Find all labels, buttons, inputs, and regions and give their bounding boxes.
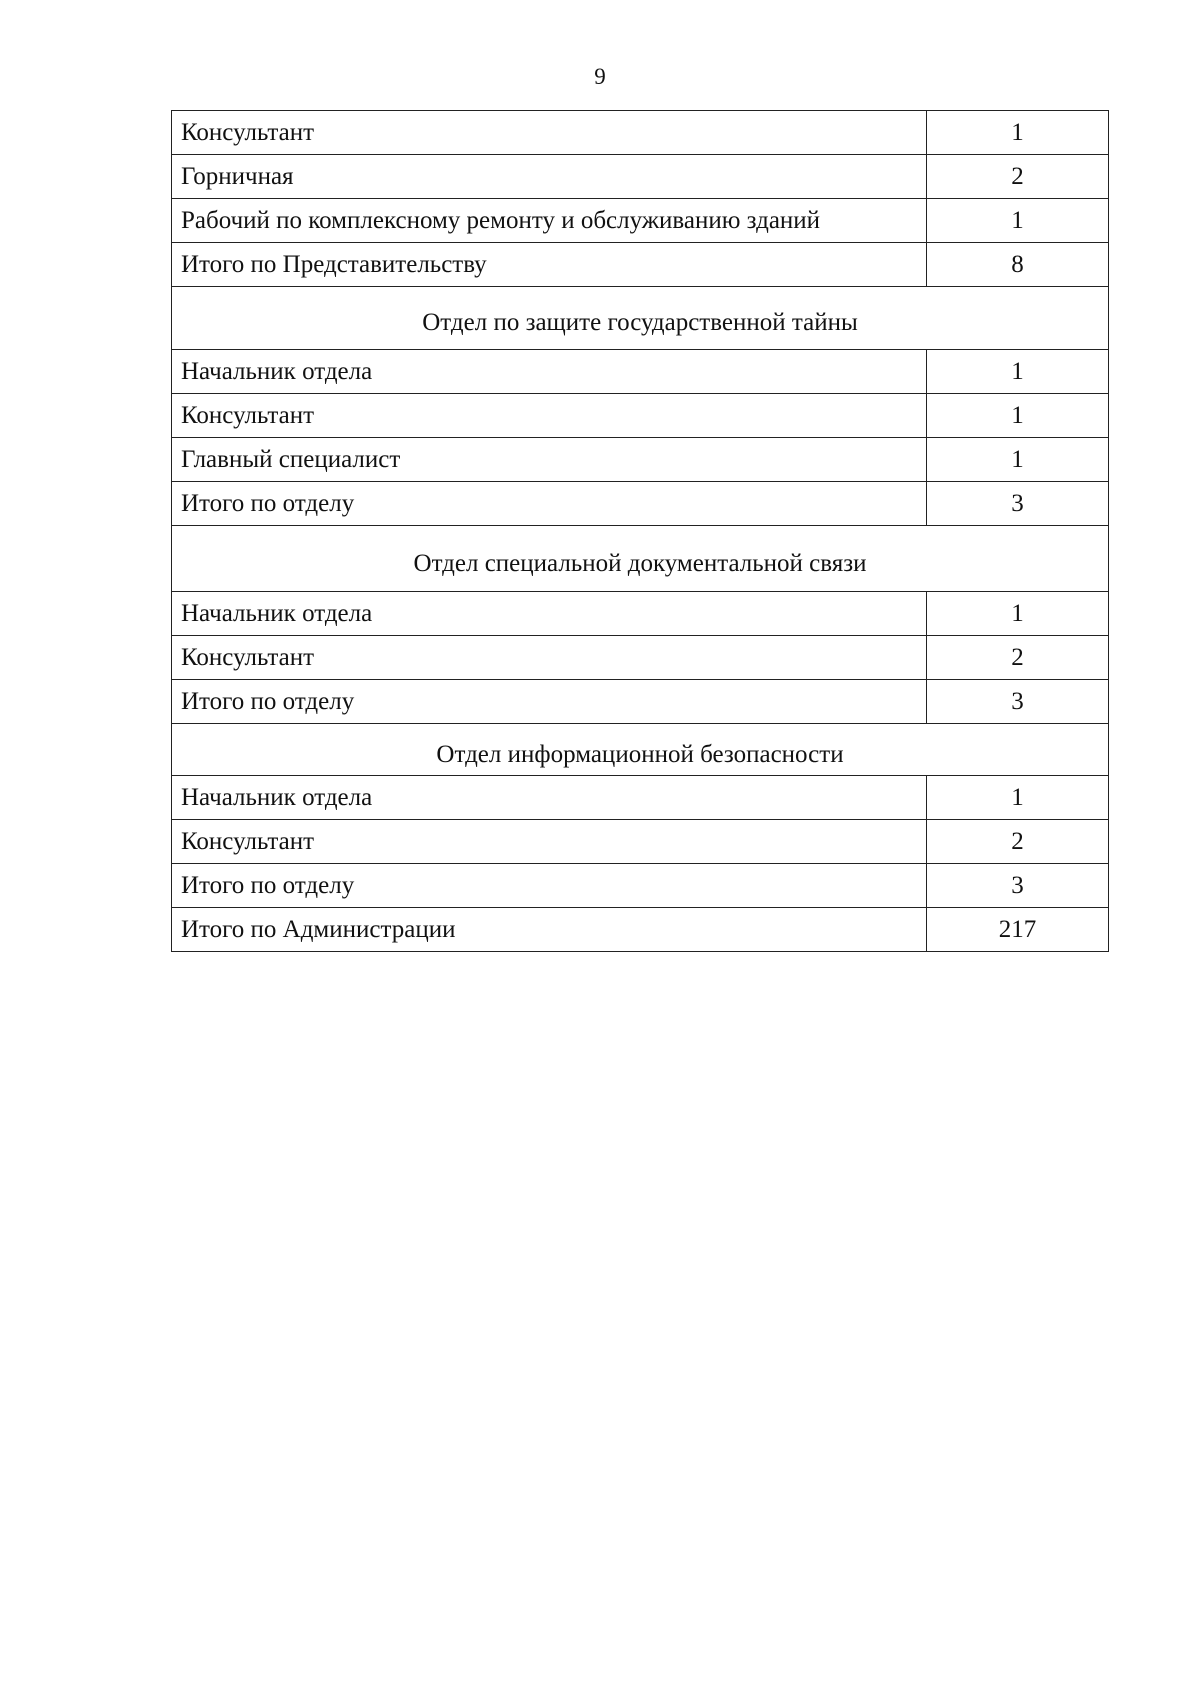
table-row (172, 592, 1109, 636)
page-number: 9 (594, 64, 606, 89)
subtotal-row (172, 864, 1109, 908)
subtotal-count: 3 (927, 864, 1109, 908)
section-header-row (172, 724, 1109, 776)
table-row (172, 155, 1109, 199)
grand-total-row (172, 908, 1109, 952)
section-header-row (172, 526, 1109, 592)
position-count: 2 (927, 820, 1109, 864)
position-count: 1 (927, 350, 1109, 394)
position-name: Горничная (172, 155, 927, 199)
position-name: Консультант (172, 636, 927, 680)
position-count: 1 (927, 776, 1109, 820)
section-title: Отдел специальной документальной связи (172, 526, 1109, 592)
subtotal-label: Итого по отделу (172, 680, 927, 724)
section-title: Отдел по защите государственной тайны (172, 287, 1109, 350)
table-row (172, 111, 1109, 155)
position-name: Рабочий по комплексному ремонту и обслуживанию зданий (172, 199, 927, 243)
position-count: 2 (927, 155, 1109, 199)
position-count: 1 (927, 199, 1109, 243)
position-name: Главный специалист (172, 438, 927, 482)
position-name: Начальник отдела (172, 776, 927, 820)
subtotal-label: Итого по отделу (172, 864, 927, 908)
position-name: Консультант (172, 394, 927, 438)
position-count: 1 (927, 592, 1109, 636)
grand-total-count: 217 (927, 908, 1109, 952)
position-name: Начальник отдела (172, 592, 927, 636)
subtotal-label: Итого по отделу (172, 482, 927, 526)
section-header-row (172, 287, 1109, 350)
staff-table (171, 110, 1109, 952)
position-name: Начальник отдела (172, 350, 927, 394)
position-count: 1 (927, 394, 1109, 438)
table-row (172, 636, 1109, 680)
position-count: 2 (927, 636, 1109, 680)
position-name: Консультант (172, 111, 927, 155)
table-row (172, 350, 1109, 394)
subtotal-count: 3 (927, 680, 1109, 724)
table-row (172, 199, 1109, 243)
table-row (172, 820, 1109, 864)
subtotal-count: 8 (927, 243, 1109, 287)
position-count: 1 (927, 111, 1109, 155)
section-title: Отдел информационной безопасности (172, 724, 1109, 776)
subtotal-label: Итого по Представительству (172, 243, 927, 287)
grand-total-label: Итого по Администрации (172, 908, 927, 952)
table-row (172, 438, 1109, 482)
subtotal-row (172, 243, 1109, 287)
position-count: 1 (927, 438, 1109, 482)
subtotal-count: 3 (927, 482, 1109, 526)
subtotal-row (172, 482, 1109, 526)
table-row (172, 776, 1109, 820)
table-row (172, 394, 1109, 438)
position-name: Консультант (172, 820, 927, 864)
subtotal-row (172, 680, 1109, 724)
